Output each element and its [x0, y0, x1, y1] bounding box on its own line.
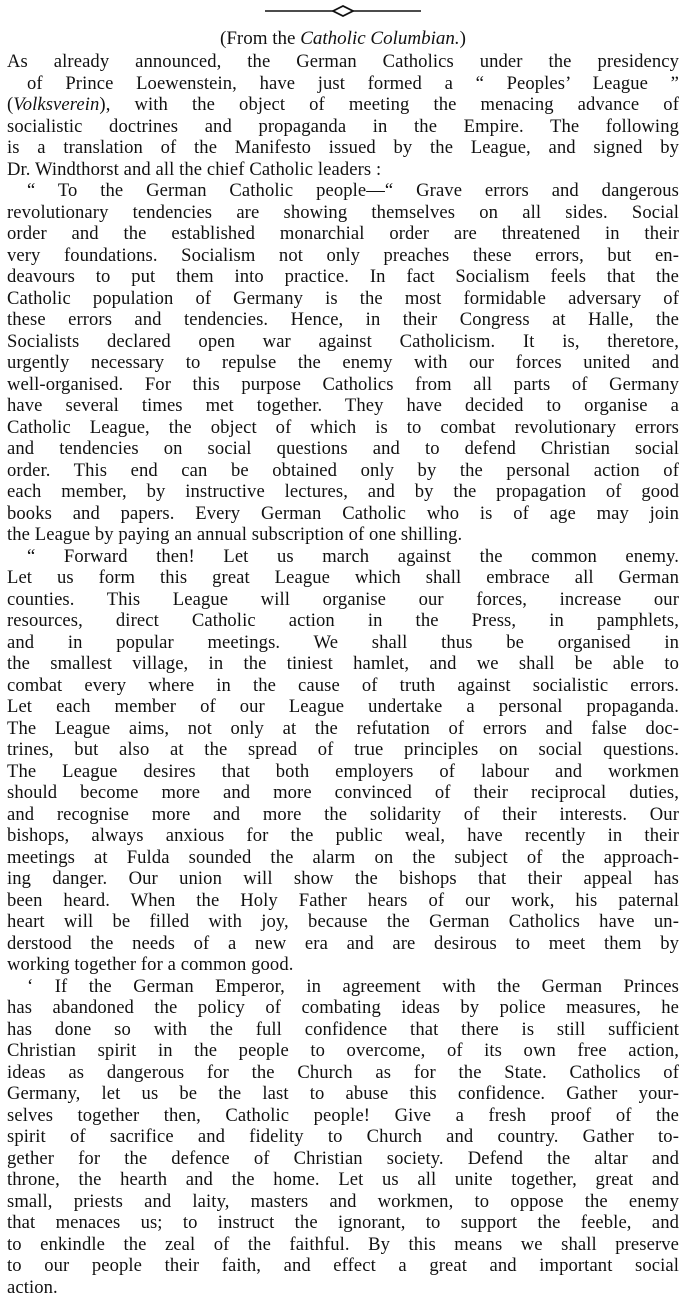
text-line: and tendencies on social questions and to defend Christian social [7, 438, 679, 459]
text-line: Catholic League, the object of which is to combat revolutionary errors [7, 416, 679, 438]
text-line: “ Forward then! Let us march against the common enemy. [27, 545, 679, 567]
text-line: heart will be filled with joy, because the German Catholics have un- [7, 911, 679, 932]
text-line: order and the established monarchial order are threatened in their [7, 223, 679, 244]
text-line: Socialists declared open war against Catholicism. It is, theretore, [7, 330, 679, 352]
text-line: deavours to put them into practice. In fact Socialism feels that the [7, 266, 679, 287]
text-line: Christian spirit in the people to overcome, of its own free action, [7, 1040, 679, 1061]
text-line: Let each member of our League undertake a personal propaganda. [7, 696, 679, 717]
text-line: is a translation of the Manifesto issued by the League, and signed by [7, 137, 679, 158]
text-line: working together for a common good. [7, 954, 294, 975]
text-line: ideas as dangerous for the Church as for the State. Catholics of [7, 1061, 679, 1083]
text-line: has done so with the full confidence that there is still sufficient [7, 1018, 679, 1040]
text-line: selves together then, Catholic people! Give a fresh proof of the [7, 1104, 679, 1126]
text-line: Catholic population of Germany is the most formidable adversary of [7, 287, 679, 309]
text-line: revolutionary tendencies are showing themselves on all sides. Social [7, 201, 679, 223]
text-line: The League desires that both employers of labour and workmen [7, 760, 679, 782]
text-line: (Volksverein), with the object of meeting the menacing advance of [7, 94, 679, 115]
text-line: should become more and more convinced of their reciprocal duties, [7, 782, 679, 803]
text-line: order. This end can be obtained only by the personal action of [7, 459, 679, 481]
text-line: combat every where in the cause of truth against socialistic errors. [7, 674, 679, 696]
text-line: counties. This League will organise our forces, increase our [7, 588, 679, 610]
text-line: Dr. Windthorst and all the chief Catholic leaders : [7, 158, 382, 180]
volksverein-italic: Volksverein [13, 94, 100, 115]
text-line: books and papers. Every German Catholic who is of age may join [7, 502, 679, 524]
text-line: these errors and tendencies. Hence, in their Congress at Halle, the [7, 309, 679, 330]
text-line: well-organised. For this purpose Catholics from all parts of Germany [7, 373, 679, 395]
text-line: have several times met together. They have decided to organise a [7, 395, 679, 416]
text-line: and recognise more and more the solidarity of their interests. Our [7, 803, 679, 825]
text-line: Let us form this great League which shall embrace all German [7, 567, 679, 588]
source-prefix: (From the [220, 28, 301, 49]
text-line: to enkindle the zeal of the faithful. By this means we shall preserve [7, 1233, 679, 1255]
newspaper-article [7, 0, 679, 1307]
text-line: bishops, always anxious for the public weal, have recently in their [7, 825, 679, 846]
text-line: spirit of sacrifice and fidelity to Church and country. Gather to- [7, 1126, 679, 1147]
text-line: socialistic doctrines and propaganda in the Empire. The following [7, 115, 679, 137]
text-line: gether for the defence of Christian society. Defend the altar and [7, 1147, 679, 1169]
text-line: the smallest village, in the tiniest hamlet, and we shall be able to [7, 653, 679, 674]
text-line: very foundations. Socialism not only preaches these errors, but en- [7, 244, 679, 266]
text-line: ing danger. Our union will show the bishops that their appeal has [7, 868, 679, 889]
text-line: Germany, let us be the last to abuse this confidence. Gather your- [7, 1083, 679, 1104]
text-line: throne, the hearth and the home. Let us all unite together, great and [7, 1169, 679, 1190]
text-line: has abandoned the policy of combating ideas by police measures, he [7, 997, 679, 1018]
text-line: ‘ If the German Emperor, in agreement with the German Princes [27, 975, 679, 997]
source-suffix: ) [459, 28, 466, 49]
text-line: The League aims, not only at the refutation of errors and false doc- [7, 717, 679, 739]
text-line: As already announced, the German Catholics under the presidency [7, 51, 679, 72]
text-line: the League by paying an annual subscription of one shilling. [7, 524, 463, 545]
text-line: of Prince Loewenstein, have just formed a “ Peoples’ League ” [27, 72, 679, 94]
text-line: been heard. When the Holy Father hears of our work, his paternal [7, 889, 679, 911]
divider-ornament [7, 4, 679, 18]
text-line: that menaces us; to instruct the ignorant, to support the feeble, and [7, 1212, 679, 1233]
source-attribution [7, 28, 679, 50]
text-line: each member, by instructive lectures, and by the propagation of good [7, 481, 679, 502]
text-line: derstood the needs of a new era and are desirous to meet them by [7, 932, 679, 954]
article-body [7, 51, 679, 1298]
text-line: “ To the German Catholic people—“ Grave errors and dangerous [27, 180, 679, 201]
text-line: action. [7, 1276, 58, 1298]
text-line: trines, but also at the spread of true principles on social questions. [7, 739, 679, 760]
text-line: to our people their faith, and effect a great and important social [7, 1255, 679, 1276]
text-line: small, priests and laity, masters and workmen, to oppose the enemy [7, 1190, 679, 1212]
source-publication-name: Catholic Columbian. [300, 28, 460, 49]
text-line: urgently necessary to repulse the enemy with our forces united and [7, 352, 679, 373]
text-line: meetings at Fulda sounded the alarm on the subject of the approach- [7, 846, 679, 868]
text-line: resources, direct Catholic action in the Press, in pamphlets, [7, 610, 679, 631]
text-line: and in popular meetings. We shall thus be organised in [7, 631, 679, 653]
